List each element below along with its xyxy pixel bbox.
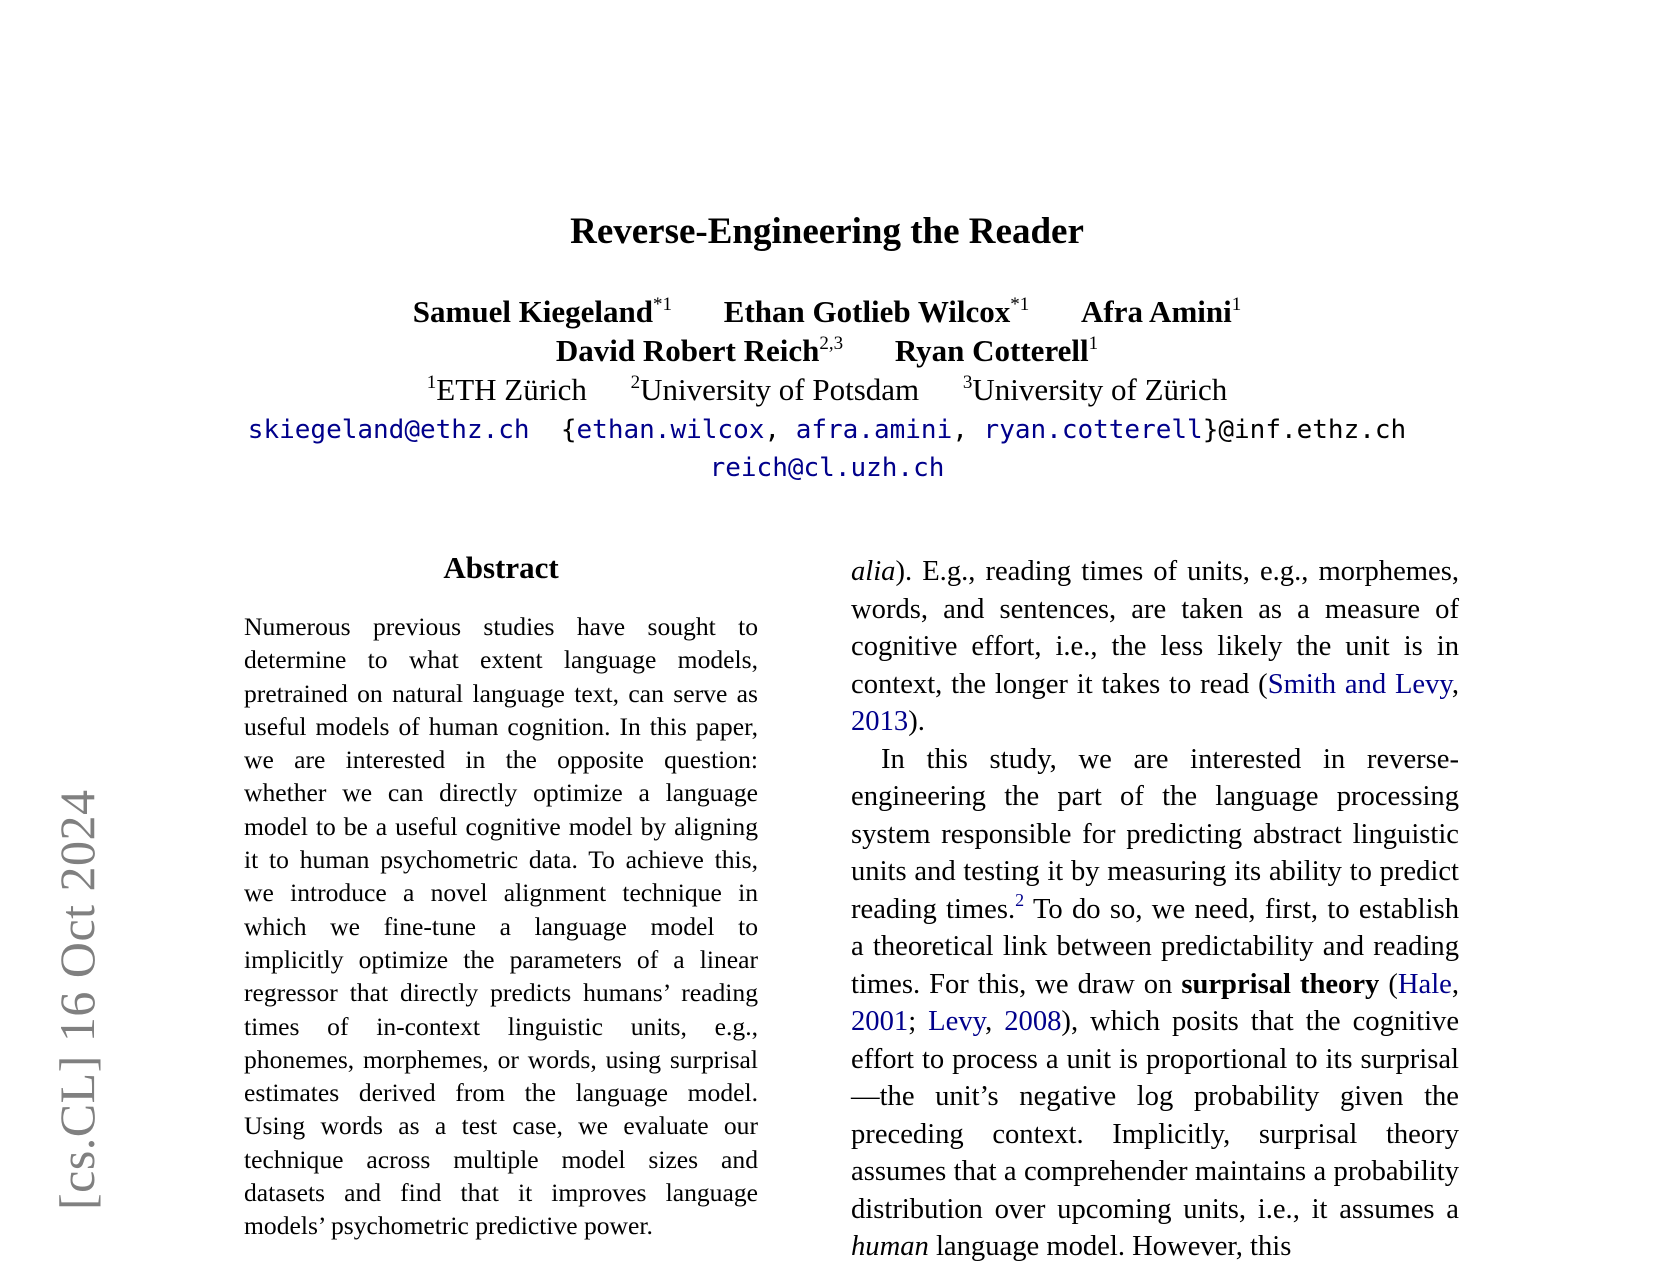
emails-line-1 (0, 415, 1654, 445)
affiliation-mark: 2 (630, 372, 641, 393)
email-link[interactable]: afra.amini (795, 415, 953, 445)
separator: , (952, 415, 984, 445)
author-marks: 1 (1231, 294, 1242, 315)
affiliation-name: ETH Zürich (436, 372, 587, 407)
paper-title: Reverse-Engineering the Reader (570, 211, 1084, 252)
italic-text: alia (851, 556, 896, 587)
affiliation (631, 372, 920, 408)
author (556, 333, 843, 369)
arxiv-stamp: [cs.CL] 16 Oct 2024 (49, 789, 105, 1210)
abstract-text: Numerous previous studies have sought to determine to what extent language models, pretrained on natural language text, can serve as useful models of human cognition. In this paper, we are interested in the opposite question: whether we can directly optimize a language model to be a useful cognitive model by aligning it to human psychometric data. To achieve this, we introduce a novel alignment technique in which we fine-tune a language model to implicitly optimize the parameters of a linear regressor that directly predicts humans’ reading times of in-context linguistic units, e.g., phonemes, morphemes, or words, using surprisal estimates derived from the language model. Using words as a test case, we evaluate our technique across multiple model sizes and datasets and find that it improves language models’ psychometric predictive power. (244, 612, 758, 1241)
body-text: ). E.g., reading times of units, e.g., morphemes, words, and sentences, are taken as a measure of cognitive effort, i.e., the less likely the unit is in context, the longer it takes to read ( (851, 556, 1459, 700)
body-paragraph (851, 741, 1459, 1266)
affiliations (0, 372, 1654, 408)
body-text: ), which posits that the cognitive effort to process a unit is proportional to its surprisal—the unit’s negative log probability given the preceding context. Implicitly, surprisal theory assumes that a comprehender maintains a probability distribution over upcoming units, i.e., it assumes a (851, 1006, 1460, 1225)
email-link[interactable]: ryan.cotterell (983, 415, 1203, 445)
right-column (851, 553, 1459, 1266)
citation-year-link[interactable]: 2008 (1004, 1006, 1062, 1037)
author (413, 294, 672, 330)
body-text: language model. However, this (928, 1231, 1292, 1262)
affiliation (427, 372, 587, 408)
authors-line-2 (0, 333, 1654, 369)
separator: , (764, 415, 796, 445)
citation-link[interactable]: Hale (1397, 968, 1452, 1000)
author (1081, 294, 1241, 330)
body-text: ( (1379, 968, 1398, 1000)
body-paragraph (851, 553, 1459, 741)
email-domain: }@inf.ethz.ch (1202, 415, 1407, 445)
left-column (244, 550, 758, 1243)
body-text: To do so, we need, first, to establish a theoretical link between predictability and reading times. For this, we draw on (851, 893, 1459, 1000)
citation-year-link[interactable]: 2001 (851, 1006, 909, 1037)
brace-open: { (560, 415, 577, 445)
citation-year-link[interactable]: 2013 (851, 706, 909, 737)
affiliation-mark: 3 (962, 372, 973, 393)
separator: , (1451, 968, 1460, 1000)
bold-term: surprisal theory (1181, 968, 1380, 1000)
author-name: Ethan Gotlieb Wilcox (723, 294, 1011, 329)
author-name: Samuel Kiegeland (412, 294, 654, 329)
email-link[interactable]: skiegeland@ethz.ch (247, 415, 530, 445)
authors-line-1 (0, 294, 1654, 330)
separator: , (985, 1006, 1005, 1037)
affiliation-mark: 1 (426, 372, 437, 393)
separator: ; (908, 1006, 929, 1037)
emails-line-2 (0, 453, 1654, 483)
abstract-heading: Abstract (443, 550, 559, 585)
affiliation-name: University of Zürich (972, 372, 1228, 407)
affiliation (963, 372, 1227, 408)
author-name: Afra Amini (1081, 294, 1232, 329)
author-marks: *1 (1010, 294, 1030, 315)
author (724, 294, 1030, 330)
author-marks: 2,3 (819, 333, 844, 354)
footnote-link[interactable]: 2 (1015, 889, 1025, 910)
body-text: ). (908, 706, 925, 737)
author-name: David Robert Reich (555, 333, 820, 368)
body-text: In this study, we are interested in reverse-engineering the part of the language processing system responsible for predicting abstract linguistic units and testing it by measuring its ability to predict reading times. (851, 743, 1459, 925)
author-marks: 1 (1088, 333, 1099, 354)
author-name: Ryan Cotterell (894, 333, 1089, 368)
citation-link[interactable]: Levy (928, 1006, 986, 1037)
email-link[interactable]: ethan.wilcox (576, 415, 765, 445)
author (895, 333, 1098, 369)
author-marks: *1 (653, 294, 673, 315)
affiliation-name: University of Potsdam (640, 372, 920, 407)
citation-link[interactable]: Smith and Levy (1267, 668, 1452, 700)
separator: , (1451, 668, 1460, 700)
italic-text: human (851, 1231, 929, 1262)
email-link[interactable]: reich@cl.uzh.ch (709, 453, 945, 483)
